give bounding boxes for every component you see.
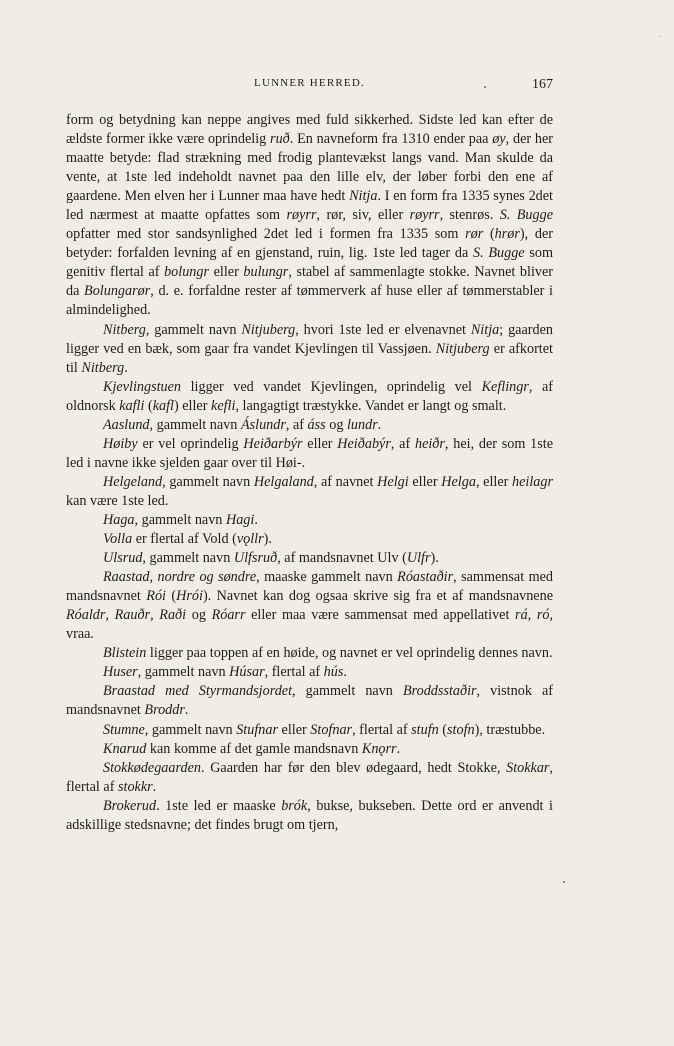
paragraph bbox=[66, 549, 553, 568]
text-run: . bbox=[124, 359, 128, 376]
italic-term: Róaldr bbox=[66, 607, 106, 624]
text-run: , af bbox=[390, 435, 415, 452]
text-run: eller bbox=[277, 721, 311, 738]
italic-term: Høiby bbox=[103, 435, 138, 452]
text-run: , gammelt navn bbox=[142, 550, 234, 567]
text-run: , rør, siv, eller bbox=[316, 207, 410, 224]
italic-term: Knarud bbox=[103, 740, 147, 757]
text-run: er vel oprindelig bbox=[137, 435, 244, 452]
body-text bbox=[66, 111, 553, 835]
italic-term: Stumne bbox=[103, 721, 145, 738]
italic-term: Húsar bbox=[229, 664, 265, 681]
paragraph bbox=[66, 530, 553, 549]
text-run: , flertal af bbox=[264, 664, 324, 681]
paragraph bbox=[66, 473, 553, 511]
italic-term: stokkr bbox=[117, 778, 153, 795]
text-run: som genitiv flertal af bbox=[66, 245, 553, 281]
text-run: ( bbox=[144, 397, 153, 414]
text-run: , d. e. forfaldne rester af tømmerverk af huse eller af tømmerstabler i almindelighed. bbox=[66, 283, 553, 319]
print-speck bbox=[484, 86, 486, 88]
text-run: , stabel af sammenlagte stokke. Navnet bliver da bbox=[66, 264, 554, 300]
paragraph bbox=[66, 435, 553, 473]
text-run: , flertal af bbox=[352, 721, 412, 738]
italic-term: røyrr bbox=[286, 207, 317, 224]
text-run: ). bbox=[430, 550, 439, 567]
text-run: ; gaarden ligger ved en bæk, som gaar fra vandet Kjevlingen til Vassjøen. bbox=[66, 321, 553, 357]
italic-term: Haga bbox=[103, 511, 135, 528]
text-run: , gammelt navn bbox=[292, 683, 403, 700]
paragraph bbox=[66, 644, 553, 663]
text-run: , gammelt navn bbox=[144, 721, 237, 738]
paragraph bbox=[66, 321, 553, 378]
print-speck bbox=[563, 881, 565, 883]
italic-term: Broddsstaðir bbox=[402, 683, 477, 700]
text-run: ( bbox=[165, 588, 177, 605]
text-run: eller bbox=[408, 473, 442, 490]
text-run: , vraa. bbox=[66, 607, 554, 643]
italic-term: Bolungarør bbox=[84, 283, 151, 300]
italic-term: Helgaland bbox=[253, 473, 314, 490]
italic-term: Kjevlingstuen bbox=[103, 378, 182, 395]
text-run: kan være 1ste led. bbox=[66, 492, 169, 509]
italic-term: Stokkar bbox=[506, 759, 550, 776]
text-run: . bbox=[184, 702, 189, 719]
paragraph bbox=[66, 740, 553, 759]
italic-term: Broddr bbox=[144, 702, 185, 719]
text-run: , hvori 1ste led er elvenavnet bbox=[295, 321, 471, 338]
italic-term: Róastaðir bbox=[397, 569, 454, 586]
text-run: , der her maatte betyde: flad strækning med frodig plantevækst langs vand. Man skulde da vente, at 1ste led indeholdt navnet paa den lille elv, der løber forbi den ene af gaardene. Men elven her i Lunner maa have hedt bbox=[66, 131, 553, 205]
italic-term: áss bbox=[307, 416, 326, 433]
paragraph bbox=[66, 759, 553, 797]
italic-term: heiðr bbox=[414, 435, 445, 452]
italic-term: ruð bbox=[270, 131, 290, 148]
text-run: ( bbox=[438, 721, 448, 738]
italic-term: Brokerud bbox=[103, 797, 157, 814]
text-run: , stenrøs. bbox=[439, 207, 500, 224]
text-run: , af mandsnavnet Ulv ( bbox=[277, 550, 407, 567]
italic-term: vǫllr bbox=[236, 531, 264, 548]
italic-term: Áslundr bbox=[240, 416, 286, 433]
italic-term: brók bbox=[281, 797, 308, 814]
paragraph bbox=[66, 663, 553, 682]
italic-term: Huser bbox=[103, 664, 138, 681]
paragraph bbox=[66, 797, 553, 835]
text-run: , af oldnorsk bbox=[66, 378, 553, 414]
italic-term: Stufnar bbox=[236, 721, 278, 738]
italic-term: rá bbox=[515, 607, 528, 624]
italic-term: Knǫrr bbox=[361, 740, 397, 757]
paragraph bbox=[66, 568, 553, 644]
italic-term: bulungr bbox=[243, 264, 289, 281]
italic-term: stofn bbox=[447, 721, 475, 738]
text-run: , gammelt navn bbox=[134, 511, 226, 528]
italic-term: Nitberg bbox=[103, 321, 146, 338]
text-run: . bbox=[152, 778, 157, 795]
paragraph bbox=[66, 378, 553, 416]
italic-term: Rauðr bbox=[114, 607, 151, 624]
italic-term: Ulsrud bbox=[103, 550, 143, 567]
italic-term: Raastad, nordre og søndre bbox=[103, 569, 257, 586]
italic-term: kefli bbox=[211, 397, 236, 414]
text-run: , gammelt navn bbox=[145, 321, 242, 338]
paragraph bbox=[66, 416, 553, 435]
text-run: , gammelt navn bbox=[149, 416, 241, 433]
text-run: . bbox=[377, 416, 382, 433]
paragraph bbox=[66, 721, 553, 740]
paragraph bbox=[66, 511, 553, 530]
italic-term: Braastad med Styrmandsjordet bbox=[103, 683, 293, 700]
text-run: . bbox=[396, 740, 401, 757]
italic-term: hús bbox=[323, 664, 344, 681]
print-speck bbox=[660, 36, 661, 37]
text-run: ). bbox=[263, 531, 272, 548]
italic-term: Helga bbox=[441, 473, 476, 490]
italic-term: Hrói bbox=[176, 588, 203, 605]
paragraph bbox=[66, 111, 553, 321]
italic-term: bolungr bbox=[164, 264, 209, 281]
text-run: ligger ved vandet Kjevlingen, oprindelig vel bbox=[181, 378, 482, 395]
text-run: , vistnok af mandsnavnet bbox=[66, 683, 553, 719]
text-run: ), der betyder: forfalden levning af en gjenstand, ruin, lig. 1ste led tager da bbox=[66, 226, 553, 262]
italic-term: Raði bbox=[159, 607, 187, 624]
italic-term: Aaslund bbox=[103, 416, 150, 433]
text-run: , bbox=[150, 607, 160, 624]
italic-term: Nitjuberg bbox=[241, 321, 296, 338]
text-run: eller bbox=[302, 435, 338, 452]
text-run: eller bbox=[209, 264, 244, 281]
text-run: , flertal af bbox=[66, 759, 553, 795]
text-run: . 1ste led er maaske bbox=[156, 797, 282, 814]
text-run: og bbox=[325, 416, 347, 433]
text-run: eller maa være sammensat med appellativet bbox=[245, 607, 516, 624]
italic-term: Nitberg bbox=[81, 359, 125, 376]
text-run: ). Navnet kan dog ogsaa skrive sig fra et af mandsnavnene bbox=[202, 588, 553, 605]
text-run: kan komme af det gamle mandsnavn bbox=[146, 740, 362, 757]
italic-term: kafl bbox=[152, 397, 174, 414]
italic-term: Ulfsruð bbox=[233, 550, 278, 567]
running-title: LUNNER HERRED. bbox=[254, 77, 365, 89]
italic-term: Helgi bbox=[377, 473, 409, 490]
text-run: , langagtigt træstykke. Vandet er langt og smalt. bbox=[235, 397, 507, 414]
text-run: opfatter med stor sandsynlighed 2det led i formen fra 1335 som bbox=[66, 226, 466, 243]
text-run: , sammensat med mandsnavnet bbox=[66, 569, 553, 605]
italic-term: heilagr bbox=[512, 473, 554, 490]
text-run: . I en form fra 1335 synes 2det led nærmest at maatte opfattes som bbox=[66, 188, 553, 224]
italic-term: lundr bbox=[346, 416, 378, 433]
page-number: 167 bbox=[532, 77, 553, 92]
text-run: , gammelt navn bbox=[137, 664, 230, 681]
text-run: , maaske gammelt navn bbox=[256, 569, 398, 586]
italic-term: røyrr bbox=[409, 207, 440, 224]
text-run: , gammelt navn bbox=[162, 473, 254, 490]
text-run: , bbox=[527, 607, 537, 624]
italic-term: rør bbox=[465, 226, 484, 243]
text-run: , bukse, bukseben. Dette ord er anvendt i adskillige stedsnavne; det findes brugt om tjern, bbox=[66, 797, 553, 833]
italic-term: ró bbox=[536, 607, 550, 624]
text-run: er afkortet til bbox=[66, 340, 553, 376]
text-run: ) eller bbox=[173, 397, 212, 414]
italic-term: Heiðarbýr bbox=[243, 435, 303, 452]
italic-term: Keflingr bbox=[481, 378, 529, 395]
text-run: . bbox=[254, 511, 258, 528]
text-run: er flertal af Vold ( bbox=[132, 531, 237, 548]
italic-term: S. Bugge bbox=[499, 207, 554, 224]
italic-term: Stofnar bbox=[310, 721, 353, 738]
italic-term: Nitja bbox=[349, 188, 378, 205]
italic-term: hrør bbox=[494, 226, 520, 243]
text-run: , eller bbox=[475, 473, 513, 490]
italic-term: Stokkødegaarden bbox=[103, 759, 201, 776]
page-header bbox=[66, 77, 553, 95]
italic-term: Blistein bbox=[103, 645, 147, 662]
text-run: form og betydning kan neppe angives med fuld sikkerhed. Sidste led kan efter de ældste former ikke være oprindelig bbox=[66, 112, 553, 148]
italic-term: Hagi bbox=[225, 511, 255, 528]
text-run: ( bbox=[483, 226, 495, 243]
italic-term: Helgeland bbox=[103, 473, 163, 490]
italic-term: Heiðabýr bbox=[337, 435, 391, 452]
italic-term: Ulfr bbox=[406, 550, 431, 567]
text-run: ), træstubbe. bbox=[474, 721, 546, 738]
text-run: , bbox=[105, 607, 115, 624]
text-run: , af bbox=[285, 416, 308, 433]
italic-term: S. Bugge bbox=[472, 245, 525, 262]
italic-term: Róarr bbox=[211, 607, 246, 624]
italic-term: Nitja bbox=[470, 321, 500, 338]
text-run: . En navneform fra 1310 ender paa bbox=[289, 131, 493, 148]
text-run: ligger paa toppen af en høide, og navnet er vel oprindelig dennes navn. bbox=[146, 645, 553, 662]
italic-term: Rói bbox=[146, 588, 166, 605]
paragraph bbox=[66, 682, 553, 720]
text-run: , af navnet bbox=[313, 473, 378, 490]
text-run: og bbox=[186, 607, 212, 624]
text-run: , hei, der som 1ste led i navne ikke sjelden gaar over til Høi-. bbox=[66, 435, 554, 471]
italic-term: kafli bbox=[119, 397, 145, 414]
italic-term: Volla bbox=[103, 531, 133, 548]
text-run: . Gaarden har før den blev ødegaard, hedt Stokke, bbox=[200, 759, 507, 776]
italic-term: stufn bbox=[411, 721, 439, 738]
italic-term: øy bbox=[492, 131, 506, 148]
text-run: . bbox=[343, 664, 347, 681]
italic-term: Nitjuberg bbox=[435, 340, 490, 357]
